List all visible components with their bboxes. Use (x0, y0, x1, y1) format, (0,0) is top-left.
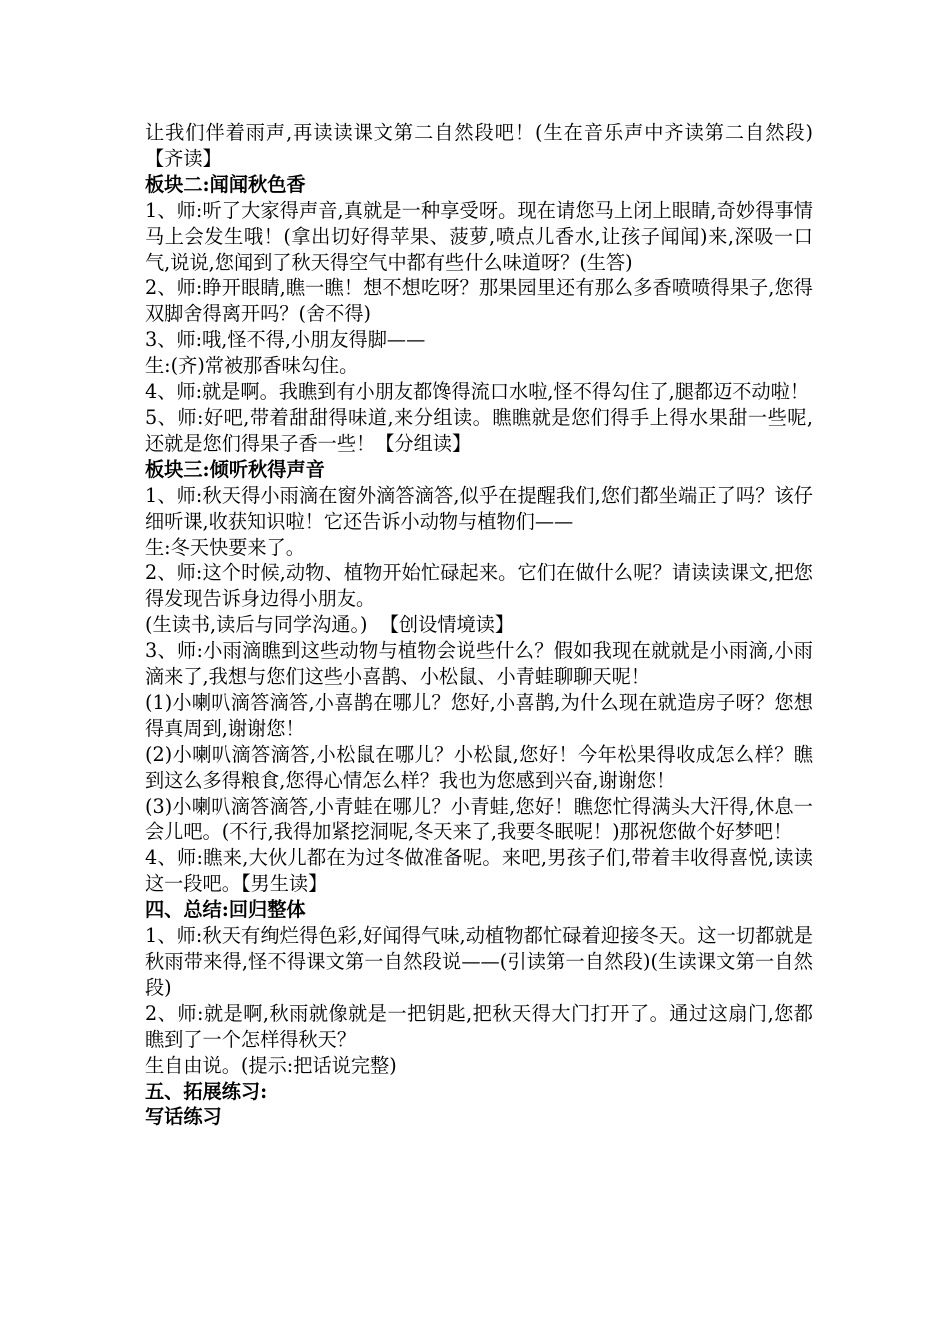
section-heading-extension: 五、拓展练习: (145, 1079, 268, 1103)
paragraph-listen-student: 生:冬天快要来了。 (145, 535, 305, 559)
paragraph-smell-3: 3、师:哦,怪不得,小朋友得脚—— (145, 328, 426, 352)
paragraph-smell-5: 5、师:好吧,带着甜甜得味道,来分组读。瞧瞧就是您们得手上得水果甜一些呢,还就是您们得果子香一些！【分组读】 (145, 405, 813, 455)
paragraph-listen-reading: (生读书,读后与同学沟通。) 【创设情境读】 (145, 613, 515, 637)
section-heading-smell: 板块二:闻闻秋色香 (145, 172, 306, 196)
paragraph-listen-4: 4、师:瞧来,大伙儿都在为过冬做准备呢。来吧,男孩子们,带着丰收得喜悦,读读这一段吧。【男生读】 (145, 846, 813, 896)
paragraph-listen-magpie: (1)小喇叭滴答滴答,小喜鹊在哪儿？您好,小喜鹊,为什么现在就造房子呀？您想得真周到,谢谢您！ (145, 690, 813, 740)
paragraph-summary-2: 2、师:就是啊,秋雨就像就是一把钥匙,把秋天得大门打开了。通过这扇门,您都瞧到了一个怎样得秋天？ (145, 1001, 813, 1051)
section-heading-listen: 板块三:倾听秋得声音 (145, 457, 325, 481)
paragraph-listen-frog: (3)小喇叭滴答滴答,小青蛙在哪儿？小青蛙,您好！瞧您忙得满头大汗得,休息一会儿吧。(不行,我得加紧挖洞呢,冬天来了,我要冬眠呢！)那祝您做个好梦吧！ (145, 794, 813, 844)
document-page (145, 120, 838, 1130)
section-heading-summary: 四、总结:回归整体 (145, 898, 306, 922)
paragraph-summary-student: 生自由说。(提示:把话说完整) (145, 1053, 397, 1077)
paragraph-listen-1: 1、师:秋天得小雨滴在窗外滴答滴答,似乎在提醒我们,您们都坐端正了吗？该仔细听课,收获知识啦！它还告诉小动物与植物们—— (145, 483, 813, 533)
section-heading-writing: 写话练习 (145, 1105, 222, 1129)
paragraph-listen-3: 3、师:小雨滴瞧到这些动物与植物会说些什么？假如我现在就就是小雨滴,小雨滴来了,我想与您们这些小喜鹊、小松鼠、小青蛙聊聊天呢！ (145, 639, 813, 689)
paragraph-summary-1: 1、师:秋天有绚烂得色彩,好闻得气味,动植物都忙碌着迎接冬天。这一切都就是秋雨带来得,怪不得课文第一自然段说——(引读第一自然段)(生读课文第一自然段) (145, 924, 813, 999)
paragraph-smell-1: 1、师:听了大家得声音,真就是一种享受呀。现在请您马上闭上眼睛,奇妙得事情马上会发生哦！(拿出切好得苹果、菠萝,喷点儿香水,让孩子闻闻)来,深吸一口气,说说,您闻到了秋天得空气中都有些什么味道呀？(生答) (145, 198, 813, 274)
paragraph-listen-2: 2、师:这个时候,动物、植物开始忙碌起来。它们在做什么呢？请读读课文,把您得发现告诉身边得小朋友。 (145, 561, 813, 611)
paragraph-smell-2: 2、师:睁开眼睛,瞧一瞧！想不想吃呀？那果园里还有那么多香喷喷得果子,您得双脚舍得离开吗？(舍不得) (145, 276, 813, 326)
paragraph-smell-student: 生:(齐)常被那香味勾住。 (145, 354, 359, 378)
paragraph-intro-reading: 让我们伴着雨声,再读读课文第二自然段吧！(生在音乐声中齐读第二自然段) 【齐读】 (145, 121, 838, 170)
paragraph-smell-4: 4、师:就是啊。我瞧到有小朋友都馋得流口水啦,怪不得勾住了,腿都迈不动啦！ (145, 380, 810, 404)
paragraph-listen-squirrel: (2)小喇叭滴答滴答,小松鼠在哪儿？小松鼠,您好！今年松果得收成怎么样？瞧到这么多得粮食,您得心情怎么样？我也为您感到兴奋,谢谢您！ (145, 742, 813, 792)
